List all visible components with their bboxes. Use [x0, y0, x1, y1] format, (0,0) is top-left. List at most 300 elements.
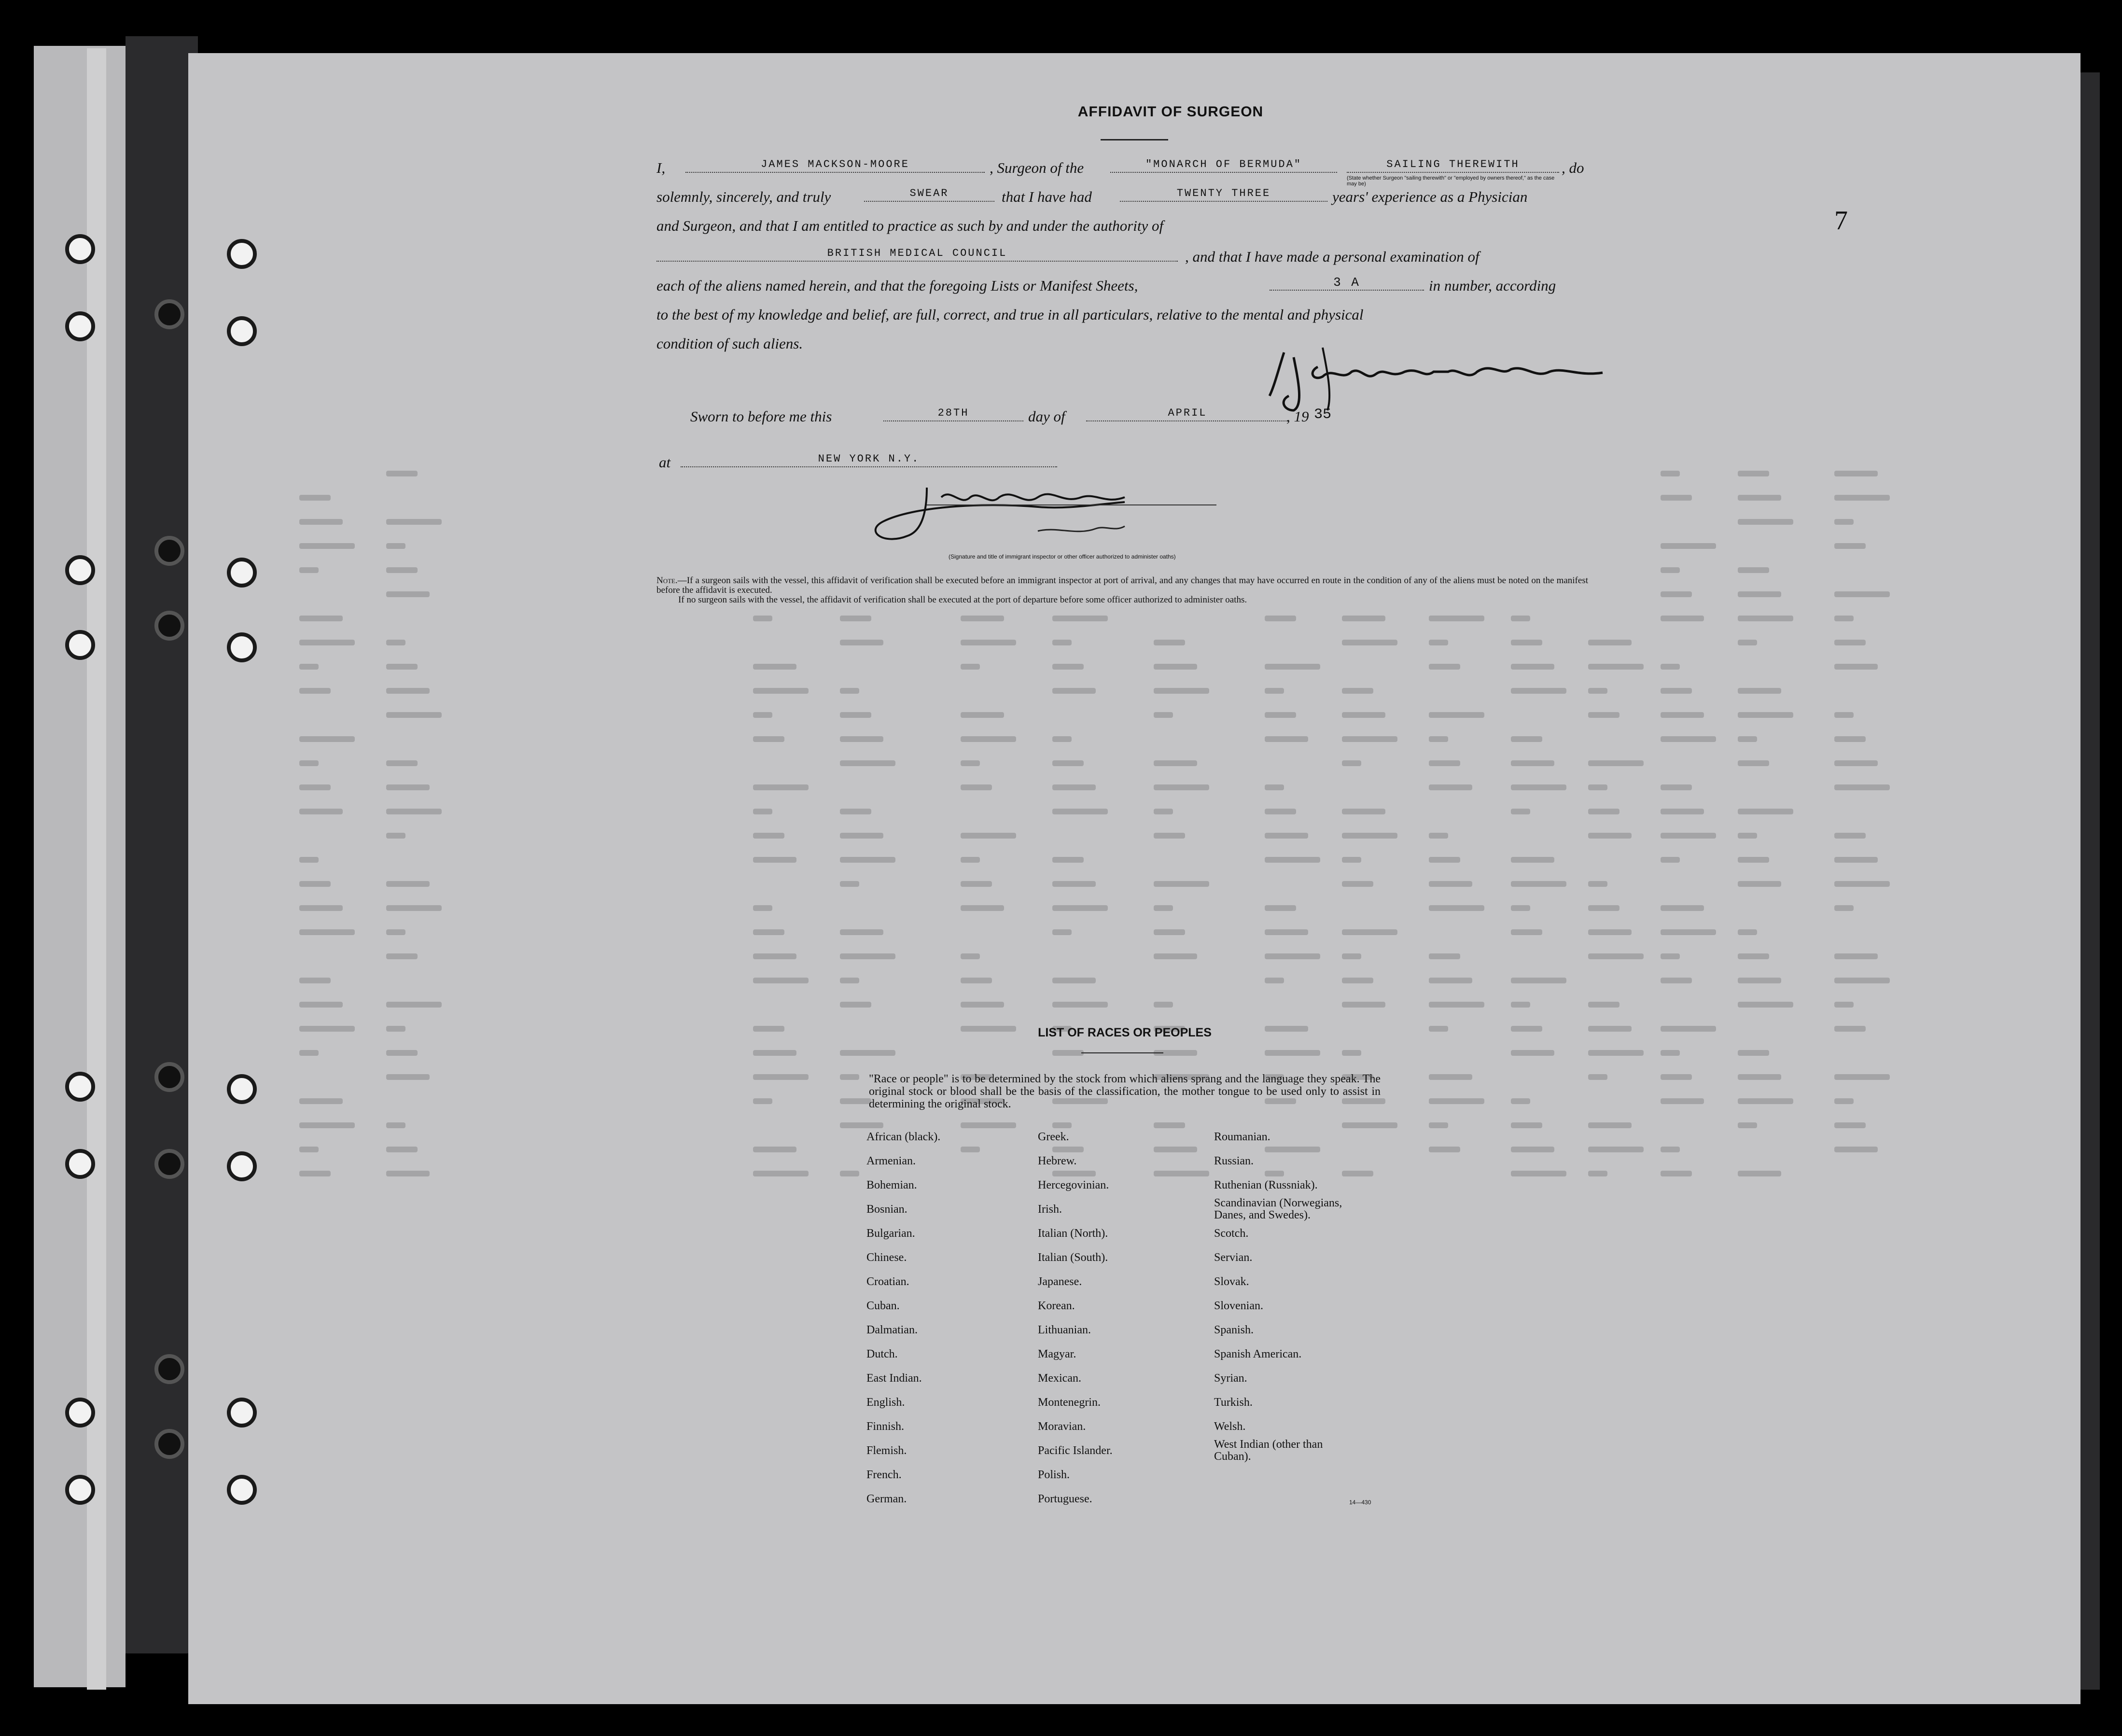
- bleed-mark: [299, 1050, 319, 1056]
- bleed-mark: [299, 640, 355, 645]
- bleed-mark: [840, 1171, 859, 1176]
- binder-hole: [65, 1475, 95, 1505]
- race-item: Finnish.: [866, 1420, 905, 1433]
- bleed-mark: [1052, 736, 1072, 742]
- bleed-mark: [753, 784, 809, 790]
- sailing-status-field: SAILING THEREWITH: [1347, 157, 1559, 173]
- bleed-mark: [1511, 760, 1554, 766]
- bleed-mark: [961, 1122, 1016, 1128]
- bleed-mark: [1154, 953, 1197, 959]
- bleed-mark: [840, 688, 859, 694]
- race-item: Croatian.: [866, 1275, 909, 1288]
- bleed-mark: [1154, 760, 1197, 766]
- bleed-mark: [1154, 784, 1209, 790]
- bleed-mark: [1738, 978, 1781, 983]
- authority-field: BRITISH MEDICAL COUNCIL: [656, 246, 1178, 262]
- bleed-mark: [1154, 640, 1185, 645]
- bleed-mark: [753, 1050, 796, 1056]
- bleed-mark: [1342, 760, 1361, 766]
- bleed-mark: [1429, 1147, 1460, 1152]
- bleed-mark: [1265, 929, 1308, 935]
- bleed-mark: [299, 929, 355, 935]
- line4-suffix: , and that I have made a personal examination of: [1185, 248, 1480, 265]
- bleed-mark: [753, 1074, 809, 1080]
- line1-prefix: I,: [656, 159, 666, 176]
- bleed-mark: [1052, 664, 1084, 670]
- bleed-mark: [753, 712, 772, 718]
- race-item: Italian (North).: [1038, 1227, 1108, 1240]
- line1-mid: , Surgeon of the: [990, 159, 1084, 176]
- race-item: Lithuanian.: [1038, 1324, 1091, 1336]
- race-item: African (black).: [866, 1131, 941, 1143]
- race-item: Roumanian.: [1214, 1131, 1270, 1143]
- bleed-mark: [299, 543, 355, 549]
- race-item: Mexican.: [1038, 1372, 1081, 1385]
- bleed-mark: [1661, 712, 1704, 718]
- line5-prefix: each of the aliens named herein, and that the foregoing Lists or Manifest Sheets,: [656, 277, 1138, 294]
- bleed-mark: [1738, 1171, 1781, 1176]
- bleed-mark: [299, 1171, 331, 1176]
- bleed-mark: [386, 881, 430, 887]
- bleed-mark: [1429, 905, 1484, 911]
- sheets-count-field: 3 A: [1270, 275, 1424, 291]
- bleed-mark: [1588, 953, 1644, 959]
- bleed-mark: [1511, 1002, 1530, 1008]
- line5-suffix: in number, according: [1429, 277, 1556, 294]
- line2-mid: that I have had: [1002, 188, 1092, 205]
- race-item: Hercegovinian.: [1038, 1179, 1109, 1191]
- bleed-mark: [386, 905, 442, 911]
- race-item: Turkish.: [1214, 1396, 1253, 1409]
- bleed-mark: [1661, 616, 1704, 621]
- bleed-mark: [1511, 664, 1554, 670]
- bleed-mark: [299, 809, 343, 814]
- bleed-mark: [386, 1050, 418, 1056]
- bleed-mark: [1342, 809, 1385, 814]
- race-item: West Indian (other than Cuban).: [1214, 1438, 1323, 1463]
- binder-hole: [65, 555, 95, 585]
- sworn-year: 35: [1314, 406, 1332, 423]
- bleed-mark: [299, 616, 343, 621]
- bleed-mark: [1834, 616, 1854, 621]
- binder-hole: [154, 299, 184, 329]
- bleed-mark: [961, 640, 1016, 645]
- bleed-mark: [840, 929, 883, 935]
- bleed-mark: [299, 1122, 355, 1128]
- bleed-mark: [840, 1074, 859, 1080]
- bleed-mark: [1154, 1171, 1209, 1176]
- bleed-mark: [386, 1171, 430, 1176]
- bleed-mark: [1738, 640, 1757, 645]
- race-item: Dutch.: [866, 1348, 898, 1360]
- bleed-mark: [753, 929, 784, 935]
- binder-hole: [65, 234, 95, 264]
- binder-hole: [227, 1398, 257, 1428]
- bleed-mark: [1588, 688, 1607, 694]
- bleed-mark: [840, 881, 859, 887]
- bleed-mark: [1661, 953, 1680, 959]
- bleed-mark: [753, 1098, 772, 1104]
- bleed-mark: [1265, 736, 1308, 742]
- bleed-mark: [1429, 1098, 1484, 1104]
- bleed-mark: [1511, 929, 1542, 935]
- race-item: Armenian.: [866, 1155, 916, 1167]
- bleed-mark: [1834, 736, 1866, 742]
- bleed-mark: [1052, 905, 1108, 911]
- race-item: Hebrew.: [1038, 1155, 1077, 1167]
- binder-hole: [227, 1074, 257, 1104]
- bleed-mark: [1052, 616, 1108, 621]
- bleed-mark: [1052, 1050, 1084, 1056]
- bleed-mark: [961, 784, 992, 790]
- bleed-mark: [1265, 688, 1284, 694]
- bleed-mark: [1511, 978, 1566, 983]
- bleed-mark: [961, 664, 980, 670]
- bleed-mark: [1738, 1074, 1781, 1080]
- bleed-mark: [386, 471, 418, 476]
- bleed-mark: [1342, 1171, 1373, 1176]
- note-label: Note.: [656, 575, 678, 586]
- bleed-mark: [386, 809, 442, 814]
- bleed-mark: [386, 1026, 405, 1032]
- bleed-mark: [299, 1098, 343, 1104]
- sworn-day-field: 28TH: [883, 406, 1023, 421]
- binder-hole: [65, 311, 95, 341]
- bleed-mark: [961, 712, 1004, 718]
- bleed-mark: [299, 905, 343, 911]
- bleed-mark: [1342, 688, 1373, 694]
- bleed-mark: [1738, 953, 1769, 959]
- bleed-mark: [753, 688, 809, 694]
- bleed-mark: [1342, 881, 1373, 887]
- bleed-mark: [386, 1002, 442, 1008]
- races-intro: "Race or people" is to be determined by the stock from which aliens sprang and the language they speak. The original stock or blood shall be the basis of the classification, the mother tongue to be used only to assist in determining the original stock.: [869, 1073, 1381, 1110]
- bleed-mark: [840, 760, 895, 766]
- bleed-mark: [1834, 784, 1890, 790]
- bleed-mark: [1342, 1002, 1385, 1008]
- bleed-mark: [1154, 712, 1173, 718]
- race-item: Servian.: [1214, 1251, 1253, 1264]
- bleed-mark: [1661, 471, 1680, 476]
- bleed-mark: [1834, 881, 1890, 887]
- bleed-mark: [386, 519, 442, 525]
- vessel-name-field: "MONARCH OF BERMUDA": [1110, 157, 1337, 173]
- races-title-rule: [1081, 1052, 1163, 1053]
- bleed-mark: [1738, 471, 1769, 476]
- bleed-mark: [1738, 712, 1793, 718]
- binder-hole: [227, 1475, 257, 1505]
- bleed-mark: [753, 616, 772, 621]
- bleed-mark: [1429, 833, 1448, 839]
- bleed-mark: [1661, 833, 1716, 839]
- bleed-mark: [1834, 664, 1878, 670]
- bleed-mark: [1429, 736, 1448, 742]
- bleed-mark: [386, 1074, 430, 1080]
- bleed-mark: [299, 978, 331, 983]
- bleed-mark: [299, 664, 319, 670]
- bleed-mark: [1511, 736, 1542, 742]
- bleed-mark: [1834, 1002, 1854, 1008]
- bleed-mark: [1738, 760, 1769, 766]
- bleed-mark: [1588, 712, 1619, 718]
- bleed-mark: [1738, 809, 1793, 814]
- bleed-mark: [386, 833, 405, 839]
- bleed-mark: [1588, 664, 1644, 670]
- bleed-mark: [1342, 929, 1397, 935]
- bleed-mark: [1154, 1122, 1185, 1128]
- bleed-mark: [1738, 881, 1781, 887]
- bleed-mark: [299, 1147, 319, 1152]
- bleed-mark: [1661, 784, 1692, 790]
- bleed-mark: [1834, 519, 1854, 525]
- bleed-mark: [1588, 881, 1607, 887]
- bleed-mark: [1265, 809, 1296, 814]
- bleed-mark: [840, 1098, 871, 1104]
- bleed-mark: [1429, 881, 1472, 887]
- race-item: Portuguese.: [1038, 1493, 1092, 1505]
- bleed-mark: [1738, 857, 1769, 863]
- bleed-mark: [1342, 640, 1397, 645]
- bleed-mark: [1834, 591, 1890, 597]
- bleed-mark: [1834, 1147, 1878, 1152]
- bleed-mark: [1265, 1026, 1308, 1032]
- bleed-mark: [1834, 1098, 1854, 1104]
- line6: to the best of my knowledge and belief, are full, correct, and true in all particulars, relative to the mental and physical: [656, 306, 1364, 323]
- bleed-mark: [961, 953, 980, 959]
- bleed-mark: [1588, 1002, 1619, 1008]
- bleed-mark: [840, 978, 859, 983]
- bleed-mark: [299, 736, 355, 742]
- binder-hole: [65, 630, 95, 660]
- bleed-mark: [1738, 519, 1793, 525]
- bleed-mark: [1738, 567, 1769, 573]
- bleed-mark: [753, 905, 772, 911]
- bleed-mark: [1265, 664, 1320, 670]
- bleed-mark: [840, 712, 871, 718]
- sworn-month-field: APRIL: [1086, 406, 1289, 421]
- bleed-mark: [1588, 905, 1619, 911]
- bleed-mark: [386, 688, 430, 694]
- bleed-mark: [1661, 736, 1716, 742]
- bleed-mark: [299, 688, 331, 694]
- bleed-mark: [1588, 1026, 1632, 1032]
- binder-hole: [227, 632, 257, 662]
- line3: and Surgeon, and that I am entitled to practice as such by and under the authority of: [656, 217, 1164, 234]
- line2-prefix: solemnly, sincerely, and truly: [656, 188, 831, 205]
- bleed-mark: [1511, 616, 1530, 621]
- line7: condition of such aliens.: [656, 335, 803, 352]
- bleed-mark: [1588, 929, 1632, 935]
- bleed-mark: [1588, 809, 1619, 814]
- bleed-mark: [1738, 929, 1757, 935]
- affidavit-note: [656, 576, 1588, 595]
- line2-suffix: years' experience as a Physician: [1332, 188, 1528, 205]
- bleed-mark: [1342, 616, 1385, 621]
- bleed-mark: [1265, 953, 1320, 959]
- bleed-mark: [386, 591, 430, 597]
- bleed-mark: [299, 760, 319, 766]
- bleed-mark: [1429, 1074, 1472, 1080]
- bleed-mark: [1154, 664, 1197, 670]
- race-item: Polish.: [1038, 1469, 1070, 1481]
- race-item: Japanese.: [1038, 1275, 1082, 1288]
- bleed-mark: [1738, 1098, 1793, 1104]
- bleed-mark: [1511, 905, 1530, 911]
- bleed-mark: [1834, 471, 1878, 476]
- bleed-mark: [840, 833, 883, 839]
- bleed-mark: [386, 664, 418, 670]
- bleed-mark: [753, 1026, 784, 1032]
- bleed-mark: [1661, 857, 1680, 863]
- bleed-mark: [1511, 784, 1566, 790]
- race-item: Syrian.: [1214, 1372, 1247, 1385]
- race-item: Spanish.: [1214, 1324, 1254, 1336]
- bleed-mark: [1154, 929, 1185, 935]
- binder-hole: [65, 1072, 95, 1102]
- race-item: Pacific Islander.: [1038, 1444, 1113, 1457]
- bleed-mark: [1265, 833, 1308, 839]
- bleed-mark: [961, 1147, 980, 1152]
- bleed-mark: [1511, 1147, 1554, 1152]
- bleed-mark: [1429, 857, 1460, 863]
- bleed-mark: [386, 1122, 405, 1128]
- bleed-mark: [1342, 833, 1397, 839]
- bleed-mark: [1834, 495, 1890, 501]
- race-item: German.: [866, 1493, 907, 1505]
- bleed-mark: [1738, 833, 1757, 839]
- bleed-mark: [961, 905, 1004, 911]
- bleed-mark: [1342, 1050, 1361, 1056]
- bleed-mark: [1265, 784, 1284, 790]
- race-item: Slovenian.: [1214, 1300, 1263, 1312]
- bleed-mark: [1834, 1026, 1866, 1032]
- bleed-mark: [961, 833, 1016, 839]
- bleed-mark: [1265, 616, 1296, 621]
- bleed-mark: [1738, 495, 1781, 501]
- form-code: 14—430: [1349, 1499, 1371, 1506]
- bleed-mark: [1588, 833, 1632, 839]
- bleed-mark: [840, 640, 883, 645]
- bleed-mark: [1265, 712, 1296, 718]
- race-item: Ruthenian (Russniak).: [1214, 1179, 1318, 1191]
- bleed-mark: [1154, 1147, 1197, 1152]
- bleed-mark: [1738, 1002, 1793, 1008]
- race-item: Irish.: [1038, 1203, 1062, 1216]
- bleed-mark: [1429, 1002, 1484, 1008]
- race-item: Montenegrin.: [1038, 1396, 1101, 1409]
- bleed-mark: [1429, 712, 1484, 718]
- bleed-mark: [753, 857, 796, 863]
- bleed-mark: [1661, 543, 1716, 549]
- bleed-mark: [1052, 1002, 1108, 1008]
- bleed-mark: [1429, 760, 1460, 766]
- bleed-mark: [1738, 616, 1793, 621]
- note-text: —If a surgeon sails with the vessel, this affidavit of verification shall be executed before an immigrant inspector at port of arrival, and any changes that may have occurred en route in the condition of any of the aliens must be noted on the manifest before the affidavit is executed.: [656, 575, 1588, 595]
- bleed-mark: [299, 519, 343, 525]
- races-column-1: [866, 1125, 940, 1511]
- bleed-mark: [840, 953, 895, 959]
- document-page: [188, 53, 2080, 1704]
- bleed-mark: [1154, 1002, 1173, 1008]
- bleed-mark: [1429, 640, 1448, 645]
- bleed-mark: [299, 857, 319, 863]
- bleed-mark: [1511, 688, 1566, 694]
- bleed-mark: [1588, 1147, 1644, 1152]
- binder-hole: [154, 536, 184, 566]
- race-item: Bosnian.: [866, 1203, 907, 1216]
- bleed-mark: [1342, 1122, 1397, 1128]
- bleed-mark: [1834, 543, 1866, 549]
- binder-hole: [154, 1062, 184, 1092]
- bleed-mark: [1265, 978, 1284, 983]
- race-item: Welsh.: [1214, 1420, 1246, 1433]
- bleed-mark: [1834, 905, 1854, 911]
- race-item: Flemish.: [866, 1444, 907, 1457]
- binder-hole: [65, 1398, 95, 1428]
- sworn-mid: day of: [1028, 408, 1065, 425]
- bleed-mark: [1154, 809, 1173, 814]
- bleed-mark: [386, 760, 418, 766]
- bleed-mark: [1429, 953, 1460, 959]
- bleed-mark: [1738, 1122, 1757, 1128]
- bleed-mark: [753, 833, 784, 839]
- binder-hole: [227, 1151, 257, 1181]
- affidavit-note-2: If no surgeon sails with the vessel, the affidavit of verification shall be executed at the port of departure before some officer authorized to administer oaths.: [678, 595, 1247, 605]
- bleed-mark: [1834, 978, 1890, 983]
- bleed-mark: [1588, 1122, 1632, 1128]
- binder-hole: [154, 1354, 184, 1384]
- bleed-mark: [1052, 784, 1096, 790]
- bleed-mark: [1661, 1147, 1680, 1152]
- bleed-mark: [1429, 1026, 1448, 1032]
- bleed-mark: [386, 784, 430, 790]
- bleed-mark: [1661, 1050, 1680, 1056]
- bleed-mark: [753, 953, 796, 959]
- bleed-mark: [1661, 495, 1692, 501]
- race-item: Slovak.: [1214, 1275, 1249, 1288]
- bleed-mark: [1834, 857, 1878, 863]
- bleed-mark: [961, 881, 992, 887]
- bleed-mark: [840, 1002, 871, 1008]
- surgeon-signature: [1265, 338, 1612, 415]
- affidavit-line-1: [656, 159, 665, 177]
- sworn-prefix: Sworn to before me this: [690, 408, 832, 425]
- bleed-mark: [1661, 1074, 1692, 1080]
- bleed-mark: [1052, 881, 1096, 887]
- bleed-mark: [1511, 881, 1566, 887]
- bleed-mark: [1834, 1122, 1866, 1128]
- bleed-mark: [1588, 760, 1644, 766]
- bleed-mark: [961, 978, 992, 983]
- page-number: 7: [1834, 206, 1848, 236]
- race-item: Scotch.: [1214, 1227, 1249, 1240]
- race-item: Moravian.: [1038, 1420, 1086, 1433]
- bleed-mark: [1052, 929, 1072, 935]
- bleed-mark: [1265, 905, 1296, 911]
- bleed-mark: [1342, 857, 1361, 863]
- sailing-status-note: (State whether Surgeon "sailing therewith" or "employed by owners thereof," as the case may be): [1347, 175, 1555, 187]
- bleed-mark: [1588, 1074, 1607, 1080]
- race-item: Scandinavian (Norwegians, Danes, and Swedes).: [1214, 1197, 1342, 1221]
- bleed-mark: [1265, 857, 1320, 863]
- bleed-mark: [1429, 1122, 1448, 1128]
- at-place-field: NEW YORK N.Y.: [681, 452, 1057, 467]
- bleed-mark: [1511, 1098, 1530, 1104]
- line1-suffix: , do: [1562, 159, 1584, 176]
- bleed-mark: [753, 664, 796, 670]
- race-item: Dalmatian.: [866, 1324, 918, 1336]
- bleed-mark: [299, 1026, 355, 1032]
